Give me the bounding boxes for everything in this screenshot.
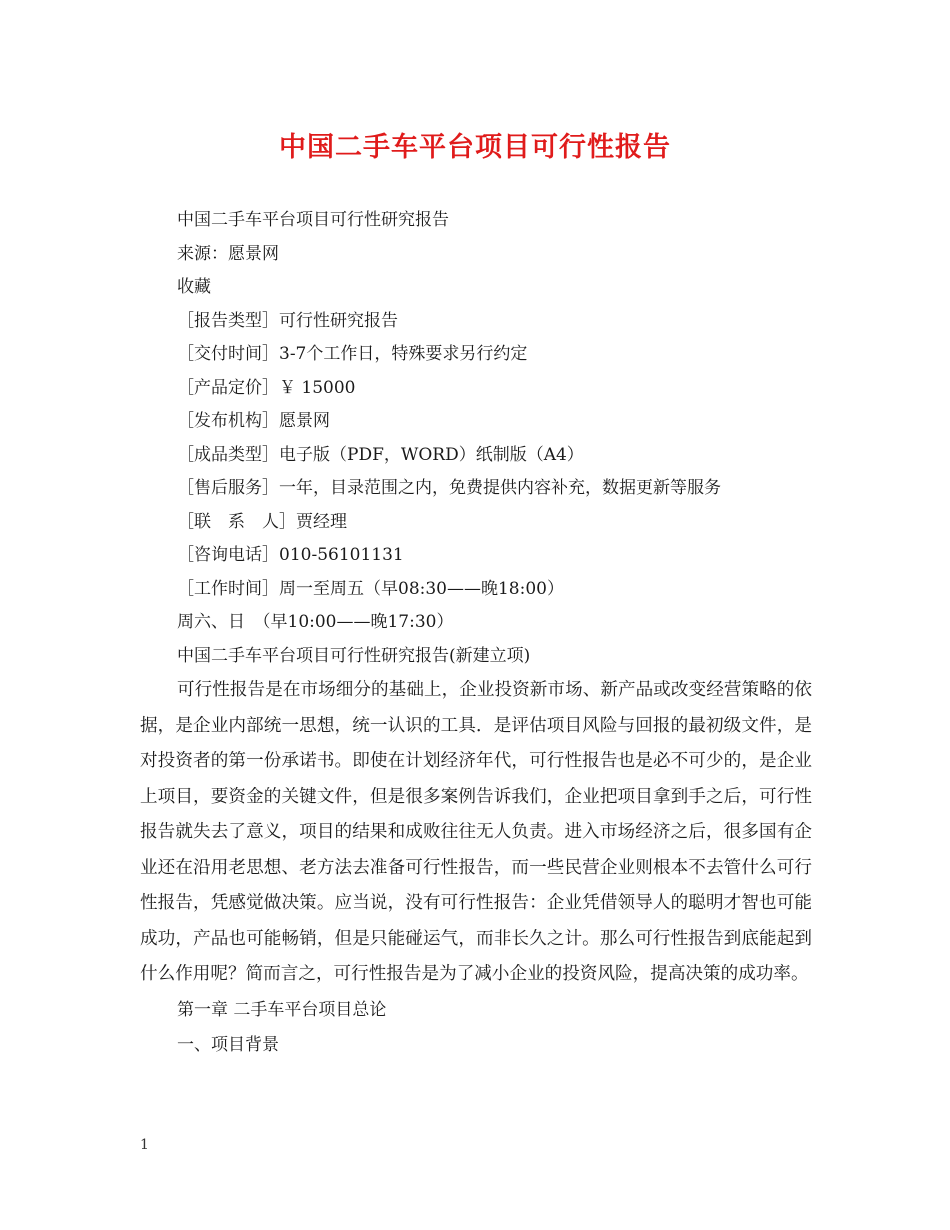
meta-line-weekend-hours: 周六、日 （早10:00——晚17:30） [177, 612, 454, 632]
document-title: 中国二手车平台项目可行性报告 [279, 132, 671, 163]
meta-line-contact: ［联 系 人］贾经理 [177, 511, 347, 532]
meta-line-working-hours: ［工作时间］周一至周五（早08:30——晚18:00） [177, 578, 564, 599]
page-number: 1 [140, 1137, 149, 1153]
section-heading: 一、项目背景 [177, 1034, 279, 1055]
meta-line-phone: ［咨询电话］010-56101131 [177, 545, 404, 565]
meta-line-price: ［产品定价］￥ 15000 [177, 377, 356, 398]
intro-paragraph: 可行性报告是在市场细分的基础上，企业投资新市场、新产品或改变经营策略的依据，是企业内部统一思想，统一认识的工具．是评估项目风险与回报的最初级文件，是对投资者的第一份承诺书。即使在计划经济年代，可行性报告也是必不可少的，是企业上项目，要资金的关键文件，但是很多案例告诉我们，企业把项目拿到手之后，可行性报告就失去了意义，项目的结果和成败往往无人负责。进入市场经济之后，很多国有企业还在沿用老思想、老方法去准备可行性报告，而一些民营企业则根本不去管什么可行性报告，凭感觉做决策。应当说，没有可行性报告：企业凭借领导人的聪明才智也可能成功，产品也可能畅销，但是只能碰运气，而非长久之计。那么可行性报告到底能起到什么作用呢？简而言之，可行性报告是为了减小企业的投资风险，提高决策的成功率。 [140, 680, 812, 984]
meta-line-report-name: 中国二手车平台项目可行性研究报告 [177, 210, 449, 230]
document-body [140, 673, 812, 1063]
meta-line-report-subtitle: 中国二手车平台项目可行性研究报告(新建立项) [177, 645, 531, 666]
meta-line-after-sales: ［售后服务］一年，目录范围之内，免费提供内容补充，数据更新等服务 [177, 478, 721, 498]
meta-line-source: 来源：愿景网 [177, 243, 279, 264]
meta-line-favorite: 收藏 [177, 277, 211, 297]
meta-line-format: ［成品类型］电子版（PDF，WORD）纸制版（A4） [177, 444, 584, 465]
meta-line-publisher: ［发布机构］愿景网 [177, 411, 330, 431]
meta-line-delivery-time: ［交付时间］3-7个工作日，特殊要求另行约定 [177, 344, 528, 364]
report-meta-block [177, 204, 827, 673]
chapter-heading: 第一章 二手车平台项目总论 [177, 999, 387, 1020]
meta-line-report-type: ［报告类型］可行性研究报告 [177, 310, 398, 331]
